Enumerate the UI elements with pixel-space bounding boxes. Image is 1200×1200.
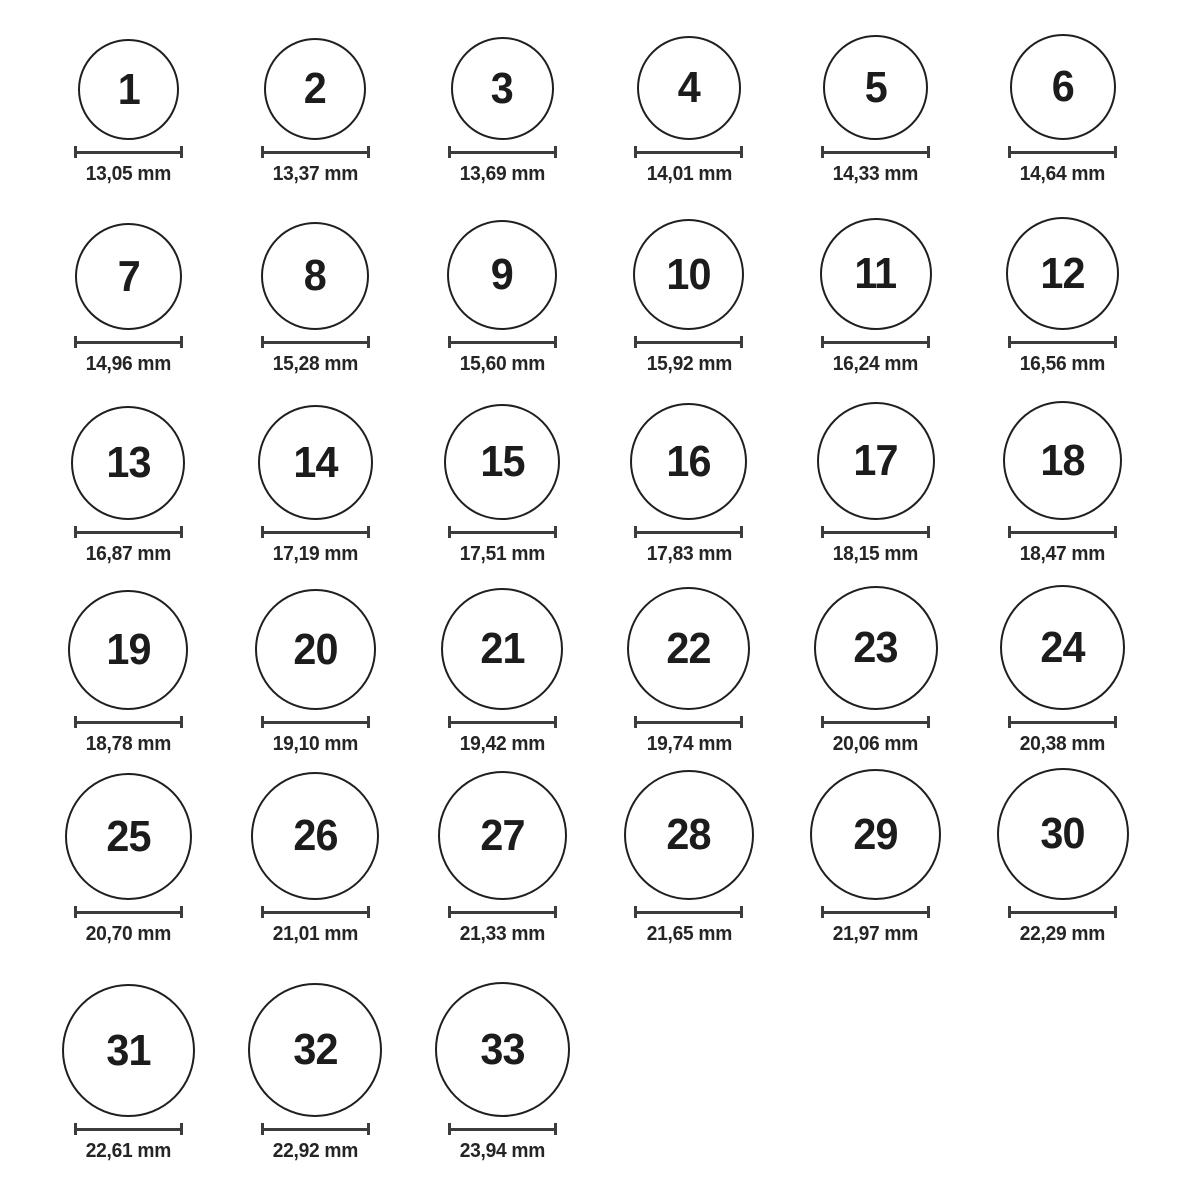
diameter-label: 15,60 mm xyxy=(459,353,545,375)
ring-circle xyxy=(78,39,179,140)
ring-size-cell xyxy=(222,760,409,950)
ring-size-number: 17 xyxy=(853,436,898,485)
diameter-label: 13,37 mm xyxy=(272,163,358,185)
ring-size-cell xyxy=(222,950,409,1200)
ring-size-cell xyxy=(409,380,596,570)
ring-size-number: 7 xyxy=(117,251,140,301)
ring-size-number: 22 xyxy=(666,623,711,673)
ring-circle xyxy=(62,984,195,1117)
ring-size-cell xyxy=(782,760,969,950)
diameter-measure-line xyxy=(261,526,370,538)
ring-size-number: 28 xyxy=(666,810,711,859)
diameter-label: 21,33 mm xyxy=(459,923,545,945)
diameter-measure-line xyxy=(634,526,743,538)
diameter-measure-line xyxy=(261,716,370,728)
ring-size-cell xyxy=(782,0,969,190)
diameter-measure-line xyxy=(448,526,557,538)
diameter-label: 16,24 mm xyxy=(833,353,919,375)
diameter-measure-line xyxy=(821,716,930,728)
ring-size-number: 33 xyxy=(479,1024,525,1074)
ring-circle xyxy=(630,403,747,520)
diameter-measure-line xyxy=(1008,906,1117,918)
ring-circle xyxy=(441,588,563,710)
ring-size-cell xyxy=(969,570,1156,760)
ring-circle xyxy=(435,982,570,1117)
ring-size-cell xyxy=(222,0,409,190)
ring-size-cell xyxy=(409,760,596,950)
diameter-label: 13,69 mm xyxy=(459,163,545,185)
diameter-measure-line xyxy=(74,146,183,158)
ring-size-cell xyxy=(35,380,222,570)
ring-size-number: 8 xyxy=(304,251,327,300)
diameter-measure-line xyxy=(821,906,930,918)
diameter-label: 21,01 mm xyxy=(272,923,358,945)
ring-size-number: 19 xyxy=(106,625,151,674)
diameter-label: 19,74 mm xyxy=(646,733,732,755)
diameter-measure-line xyxy=(448,716,557,728)
diameter-label: 16,56 mm xyxy=(1019,353,1106,375)
ring-size-number: 6 xyxy=(1051,62,1074,111)
ring-circle xyxy=(68,590,188,710)
ring-size-number: 21 xyxy=(479,624,525,673)
diameter-label: 15,92 mm xyxy=(646,353,732,375)
ring-size-number: 25 xyxy=(106,811,151,861)
ring-size-number: 26 xyxy=(293,811,338,860)
ring-size-number: 27 xyxy=(479,810,525,860)
diameter-measure-line xyxy=(261,1123,370,1135)
ring-size-number: 5 xyxy=(864,62,887,112)
ring-size-number: 20 xyxy=(293,624,338,674)
ring-size-number: 32 xyxy=(293,1025,338,1074)
ring-size-number: 10 xyxy=(666,249,711,299)
ring-size-cell xyxy=(222,380,409,570)
ring-size-number: 14 xyxy=(293,437,338,487)
diameter-label: 14,96 mm xyxy=(85,353,172,375)
ring-size-cell xyxy=(35,0,222,190)
ring-size-number: 16 xyxy=(666,436,711,486)
diameter-label: 16,87 mm xyxy=(85,543,172,565)
ring-circle xyxy=(75,223,182,330)
ring-size-number: 1 xyxy=(117,64,140,114)
ring-size-cell xyxy=(35,950,222,1200)
ring-size-number: 29 xyxy=(853,809,898,859)
ring-circle xyxy=(438,771,567,900)
ring-size-cell xyxy=(969,190,1156,380)
ring-circle xyxy=(71,406,185,520)
ring-size-cell xyxy=(595,0,782,190)
ring-size-cell xyxy=(969,380,1156,570)
diameter-label: 14,64 mm xyxy=(1019,163,1106,185)
ring-size-number: 31 xyxy=(106,1025,151,1075)
diameter-label: 20,06 mm xyxy=(833,733,919,755)
diameter-label: 20,38 mm xyxy=(1019,733,1106,755)
ring-size-cell xyxy=(222,190,409,380)
diameter-measure-line xyxy=(1008,146,1117,158)
diameter-measure-line xyxy=(634,336,743,348)
ring-circle xyxy=(264,38,366,140)
ring-circle xyxy=(248,983,382,1117)
ring-circle xyxy=(447,220,557,330)
diameter-label: 18,15 mm xyxy=(833,543,919,565)
diameter-measure-line xyxy=(1008,336,1117,348)
ring-circle xyxy=(817,402,935,520)
ring-size-number: 12 xyxy=(1040,248,1085,298)
diameter-measure-line xyxy=(261,906,370,918)
ring-circle xyxy=(1010,34,1116,140)
diameter-label: 14,33 mm xyxy=(833,163,919,185)
ring-size-number: 30 xyxy=(1040,809,1085,858)
diameter-label: 22,61 mm xyxy=(85,1140,172,1162)
ring-circle xyxy=(637,36,741,140)
ring-size-number: 9 xyxy=(491,250,514,299)
diameter-label: 21,97 mm xyxy=(833,923,919,945)
ring-circle xyxy=(627,587,750,710)
diameter-label: 21,65 mm xyxy=(646,923,732,945)
ring-circle xyxy=(444,404,560,520)
ring-size-cell xyxy=(782,190,969,380)
ring-circle xyxy=(261,222,369,330)
diameter-measure-line xyxy=(634,906,743,918)
diameter-label: 22,92 mm xyxy=(272,1140,358,1162)
diameter-label: 19,10 mm xyxy=(272,733,358,755)
ring-size-cell xyxy=(782,570,969,760)
ring-circle xyxy=(820,218,932,330)
diameter-label: 17,83 mm xyxy=(646,543,732,565)
diameter-measure-line xyxy=(261,336,370,348)
diameter-label: 22,29 mm xyxy=(1019,923,1106,945)
ring-size-cell xyxy=(35,570,222,760)
ring-size-number: 2 xyxy=(304,64,327,113)
diameter-measure-line xyxy=(634,146,743,158)
diameter-label: 17,19 mm xyxy=(272,543,358,565)
ring-size-cell xyxy=(595,380,782,570)
diameter-measure-line xyxy=(821,146,930,158)
ring-size-cell xyxy=(595,570,782,760)
diameter-measure-line xyxy=(634,716,743,728)
ring-circle xyxy=(823,35,928,140)
ring-size-cell xyxy=(969,760,1156,950)
diameter-label: 23,94 mm xyxy=(459,1140,545,1162)
ring-size-number: 18 xyxy=(1040,435,1085,485)
ring-size-cell xyxy=(409,570,596,760)
ring-size-cell xyxy=(595,760,782,950)
diameter-measure-line xyxy=(448,906,557,918)
diameter-label: 17,51 mm xyxy=(459,543,545,565)
ring-circle xyxy=(255,589,376,710)
ring-circle xyxy=(451,37,554,140)
diameter-measure-line xyxy=(1008,526,1117,538)
ring-size-number: 11 xyxy=(854,249,897,298)
ring-size-cell xyxy=(35,190,222,380)
ring-size-number: 4 xyxy=(677,63,700,112)
ring-size-cell xyxy=(409,0,596,190)
ring-size-number: 15 xyxy=(479,437,525,486)
diameter-measure-line xyxy=(1008,716,1117,728)
diameter-measure-line xyxy=(821,526,930,538)
diameter-label: 13,05 mm xyxy=(85,163,172,185)
ring-size-number: 13 xyxy=(106,438,151,487)
diameter-label: 14,01 mm xyxy=(646,163,732,185)
diameter-label: 20,70 mm xyxy=(85,923,172,945)
ring-circle xyxy=(624,770,754,900)
diameter-measure-line xyxy=(74,336,183,348)
ring-size-cell xyxy=(969,0,1156,190)
ring-size-cell xyxy=(409,190,596,380)
diameter-measure-line xyxy=(74,906,183,918)
ring-circle xyxy=(814,586,938,710)
diameter-measure-line xyxy=(821,336,930,348)
ring-size-number: 24 xyxy=(1040,622,1085,672)
ring-size-cell xyxy=(35,760,222,950)
diameter-measure-line xyxy=(448,1123,557,1135)
diameter-label: 19,42 mm xyxy=(459,733,545,755)
ring-size-cell xyxy=(222,570,409,760)
ring-size-number: 23 xyxy=(853,623,898,672)
diameter-measure-line xyxy=(261,146,370,158)
ring-circle xyxy=(1003,401,1122,520)
ring-circle xyxy=(810,769,941,900)
diameter-label: 18,78 mm xyxy=(85,733,172,755)
ring-circle xyxy=(65,773,192,900)
diameter-measure-line xyxy=(74,716,183,728)
ring-size-cell xyxy=(409,950,596,1200)
ring-circle xyxy=(251,772,379,900)
ring-circle xyxy=(1000,585,1125,710)
ring-circle xyxy=(633,219,744,330)
diameter-measure-line xyxy=(448,336,557,348)
diameter-measure-line xyxy=(74,526,183,538)
ring-circle xyxy=(1006,217,1119,330)
diameter-label: 18,47 mm xyxy=(1019,543,1106,565)
diameter-measure-line xyxy=(74,1123,183,1135)
ring-size-cell xyxy=(782,380,969,570)
ring-circle xyxy=(258,405,373,520)
ring-circle xyxy=(997,768,1129,900)
diameter-measure-line xyxy=(448,146,557,158)
ring-size-cell xyxy=(595,190,782,380)
diameter-label: 15,28 mm xyxy=(272,353,358,375)
ring-size-number: 3 xyxy=(491,63,514,113)
